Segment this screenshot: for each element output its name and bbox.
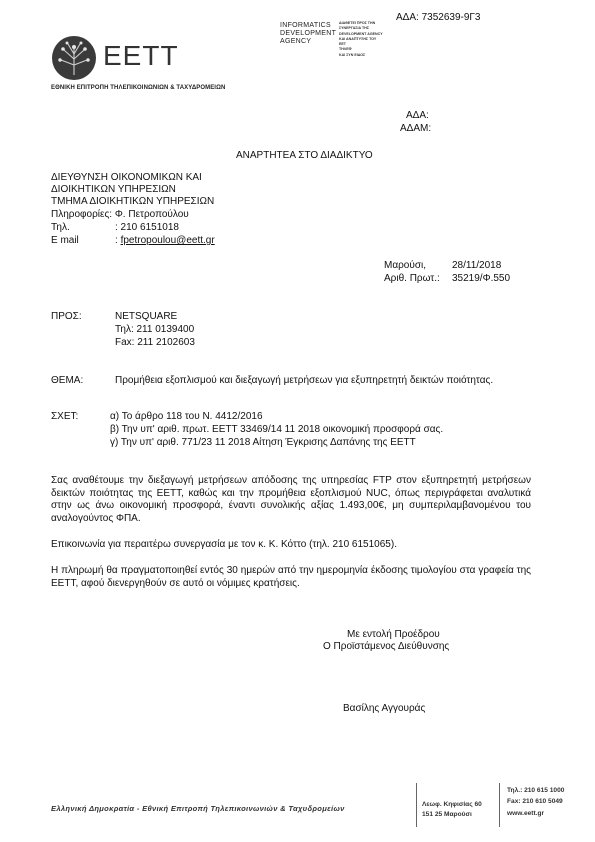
sender-email-label: E mail <box>51 235 79 246</box>
ida-logo-icon: ΔΙΑΘΕΤΕΙ ΠΡΟΣ ΤΗΝ ΣΥΝΕΡΓΑΣΙΑ ΤΗΣ DEVELOPMENT AGENCY ΚΑΙ ΑΝΑΠΤΥΞΗΣ ΤΟΥ ΕΕΤ ΤΗΛΕΦ ΚΑΙ ΣΥΝ ΕΙΔΟΣ <box>339 21 383 57</box>
sender-line-2: ΔΙΟΙΚΗΤΙΚΩΝ ΥΠΗΡΕΣΙΩΝ <box>51 184 176 195</box>
logo-word: ΕΕΤΤ <box>103 40 179 71</box>
related-c: γ) Την υπ' αριθ. 771/23 11 2018 Αίτηση Έγκρισης Δαπάνης της ΕΕΤΤ <box>110 437 416 448</box>
sender-line-1: ΔΙΕΥΘΥΝΣΗ ΟΙΚΟΝΟΜΙΚΩΝ ΚΑΙ <box>51 172 202 183</box>
sender-email: : fpetropoulou@eett.gr <box>115 235 215 246</box>
body-paragraph-1: Σας αναθέτουμε την διεξαγωγή μετρήσεων απόδοσης της υπηρεσίας FTP στον εξυπηρετητή μετρήσεων δεικτών ποιότητας της ΕΕΤΤ, καθώς και την προμήθεια εξοπλισμού NUC, όπως περιγράφεται αναλυτικά στην ως άνω οικονομική προσφορά, έναντι συνολικής αξίας 1.493,00€, μη συμπεριλαμβανομένου του αναλογούντος ΦΠΑ. <box>51 475 531 524</box>
signature-line-2: Ο Προϊστάμενος Διεύθυνσης <box>323 641 450 652</box>
ref-adam: ΑΔΑΜ: <box>400 123 432 134</box>
email-link[interactable]: fpetropoulou@eett.gr <box>120 235 215 246</box>
ref-ada: ΑΔΑ: <box>406 110 429 121</box>
footer-web: www.eett.gr <box>507 810 545 818</box>
footer-divider-1 <box>416 783 417 827</box>
sender-line-3: ΤΜΗΜΑ ΔΙΟΙΚΗΤΙΚΩΝ ΥΠΗΡΕΣΙΩΝ <box>51 196 215 207</box>
footer-fax: Fax: 210 610 5049 <box>507 797 563 805</box>
related-label: ΣΧΕΤ: <box>51 411 79 422</box>
signature-line-1: Με εντολή Προέδρου <box>347 629 440 640</box>
sender-tel-value: : 210 6151018 <box>115 222 179 233</box>
eett-logo-icon <box>51 35 97 81</box>
ida-title-2: DEVELOPMENT <box>280 30 337 37</box>
to-fax: Fax: 211 2102603 <box>115 337 195 348</box>
logo-subtitle: ΕΘΝΙΚΗ ΕΠΙΤΡΟΠΗ ΤΗΛΕΠΙΚΟΙΝΩΝΙΩΝ & ΤΑΧΥΔΡΟΜΕΙΩΝ <box>51 85 226 91</box>
subject-text: Προμήθεια εξοπλισμού και διεξαγωγή μετρήσεων για εξυπηρετητή δεικτών ποιότητας. <box>115 375 494 386</box>
related-a: α) Το άρθρο 118 του Ν. 4412/2016 <box>110 411 263 422</box>
to-tel: Τηλ: 211 0139400 <box>115 324 195 335</box>
signature-name: Βασίλης Αγγουράς <box>343 703 426 714</box>
to-label: ΠΡΟΣ: <box>51 311 82 322</box>
subject-label: ΘΕΜΑ: <box>51 375 84 386</box>
body-paragraph-3: Η πληρωμή θα πραγματοποιηθεί εντός 30 ημερών από την ημερομηνία έκδοσης τιμολογίου στα γραφεία της ΕΕΤΤ, αφού διενεργηθούν σε αυτό οι νόμιμες κρατήσεις. <box>51 565 531 589</box>
sender-tel-label: Τηλ. <box>51 222 70 233</box>
footer-left-text: Ελληνική Δημοκρατία - Εθνική Επιτροπή Τηλεπικοινωνιών & Ταχυδρομείων <box>51 804 345 813</box>
ida-title-1: INFORMATICS <box>280 22 332 29</box>
footer-address <box>422 800 482 820</box>
footer-contact <box>507 786 564 820</box>
footer-address-2: 151 25 Μαρούσι <box>422 811 472 818</box>
place-label: Μαρούσι, <box>384 260 427 271</box>
footer-divider-2 <box>499 783 500 827</box>
ida-logo <box>280 22 336 46</box>
ida-title-3: AGENCY <box>280 38 312 45</box>
sender-info: Πληροφορίες: Φ. Πετροπούλου <box>51 209 189 220</box>
to-name: NETSQUARE <box>115 311 178 322</box>
footer-address-1: Λεωφ. Κηφισίας 60 <box>422 801 482 808</box>
footer-tel: Τηλ.: 210 615 1000 <box>507 787 565 794</box>
related-b: β) Την υπ' αριθ. πρωτ. ΕΕΤΤ 33469/14 11 2018 οικονομική προσφορά σας. <box>110 424 444 435</box>
protocol-value: 35219/Φ.550 <box>452 273 511 284</box>
body-paragraph-2: Επικοινωνία για περαιτέρω συνεργασία με τον κ. Κ. Κόττο (τηλ. 210 6151065). <box>51 539 397 550</box>
date-value: 28/11/2018 <box>452 260 502 271</box>
post-notice: ΑΝΑΡΤΗΤΕΑ ΣΤΟ ΔΙΑΔΙΚΤΥΟ <box>236 150 373 161</box>
ada-number: ΑΔΑ: 7352639-9Γ3 <box>396 12 481 23</box>
protocol-label: Αριθ. Πρωτ.: <box>384 273 440 284</box>
